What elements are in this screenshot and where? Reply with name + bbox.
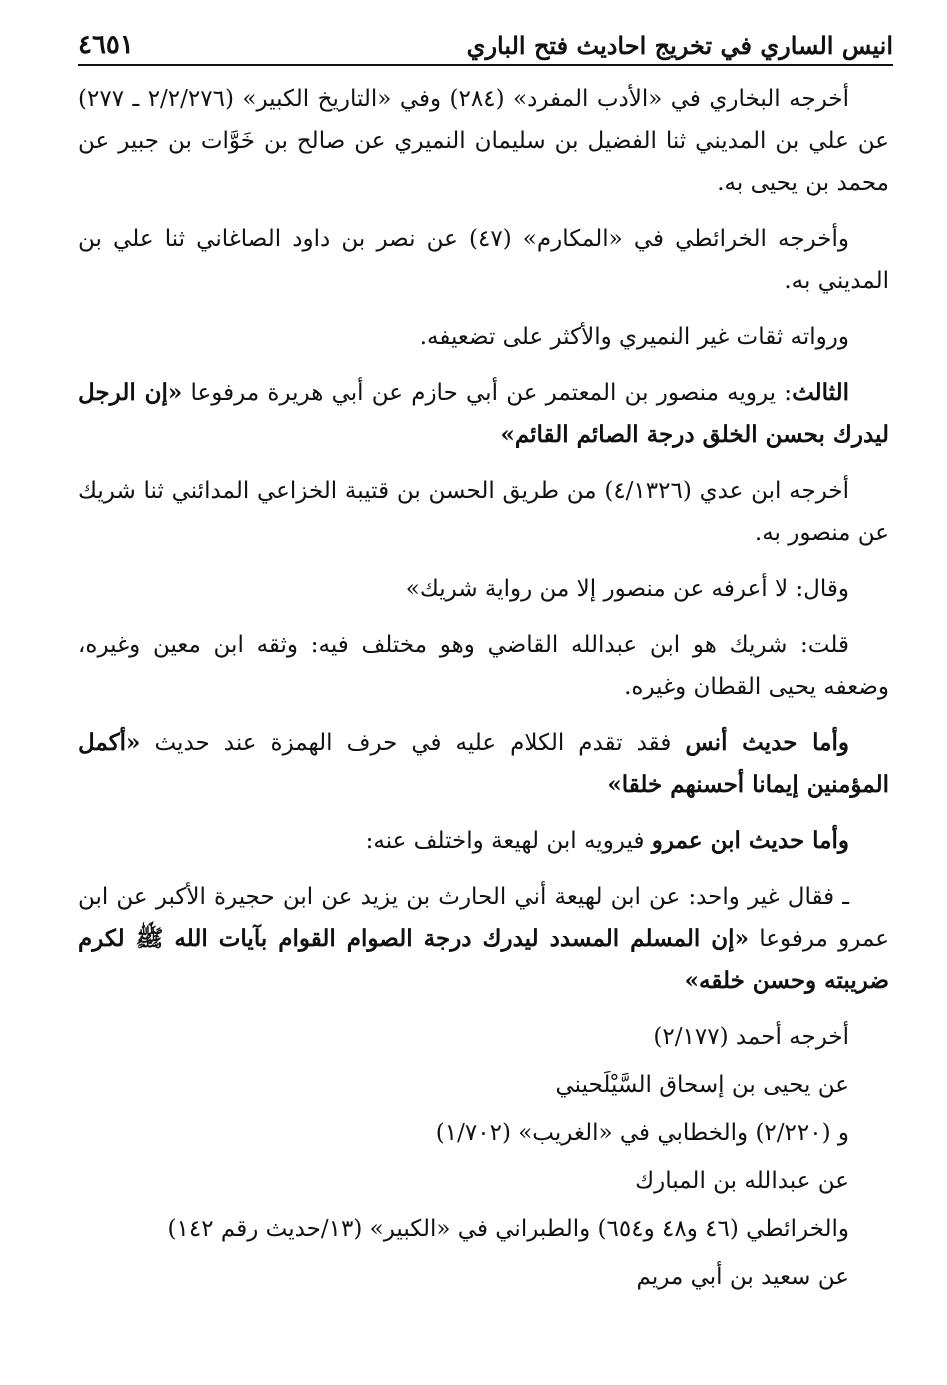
third-text: : يرويه منصور بن المعتمر عن أبي حازم عن أبي هريرة مرفوعا [182, 380, 793, 406]
page-number: ٤٦٥١ [78, 30, 134, 60]
paragraph-ibn-adi: أخرجه ابن عدي (٤/١٣٢٦) من طريق الحسن بن قتيبة الخزاعي المدائني ثنا شريك عن منصور به. [78, 478, 889, 546]
paragraph-anas [78, 722, 889, 806]
paragraph-ibn-lahia [78, 876, 889, 1002]
chain-ibn-mubarak: عن عبدالله بن المبارك [635, 1168, 849, 1194]
anas-heading: وأما حديث أنس [685, 729, 849, 756]
chain-ahmad: أخرجه أحمد (٢/١٧٧) [653, 1024, 849, 1050]
anas-text: فقد تقدم الكلام عليه في حرف الهمزة عند حديث [140, 730, 686, 756]
paragraph-third [78, 372, 889, 456]
chain-khattabi: و (٢/٢٢٠) والخطابي في «الغريب» (١/٧٠٢) [435, 1120, 849, 1146]
chain-yahya: عن يحيى بن إسحاق السَّيْلَحيني [555, 1072, 849, 1098]
paragraph-qala: وقال: لا أعرفه عن منصور إلا من رواية شريك» [405, 576, 849, 602]
paragraph-ibn-amr [78, 820, 889, 862]
ibn-amr-text: فيرويه ابن لهيعة واختلف عنه: [365, 828, 652, 854]
paragraph-narrators: ورواته ثقات غير النميري والأكثر على تضعيفه. [419, 324, 849, 350]
paragraph-bukhari: أخرجه البخاري في «الأدب المفرد» (٢٨٤) وفي «التاريخ الكبير» (٢/٢/٢٧٦ ـ ٢٧٧) عن علي بن المديني ثنا الفضيل بن سليمان النميري عن صالح بن خَوَّات بن جبير عن محمد بن يحيى به. [78, 86, 889, 196]
third-label: الثالث [792, 379, 850, 406]
ibn-lahia-text: ـ فقال غير واحد: عن ابن لهيعة أني الحارث بن يزيد عن ابن حجيرة الأكبر عن ابن عمرو مرفوعا [78, 884, 889, 952]
third-hadith-quote: «إن الرجل ليدرك بحسن الخلق درجة الصائم القائم» [78, 379, 889, 448]
chain-tabarani: والخرائطي (٤٦ و٤٨ و٦٥٤) والطبراني في «الكبير» (١٣/حديث رقم ١٤٢) [167, 1216, 849, 1242]
paragraph-kharaiti: وأخرجه الخرائطي في «المكارم» (٤٧) عن نصر بن داود الصاغاني ثنا علي بن المديني به. [78, 226, 889, 294]
ibn-lahia-hadith-quote: «إن المسلم المسدد ليدرك درجة الصوام القوام بآيات الله ﷺ لكرم ضريبته وحسن خلقه» [78, 925, 889, 994]
ibn-amr-heading: وأما حديث ابن عمرو [651, 827, 849, 854]
page-header [78, 30, 893, 66]
paragraph-qultu: قلت: شريك هو ابن عبدالله القاضي وهو مختلف فيه: وثقه ابن معين وغيره، وضعفه يحيى القطان وغيره. [78, 632, 889, 700]
anas-hadith-quote: «أكمل المؤمنين إيمانا أحسنهم خلقا» [78, 729, 889, 798]
running-title: انيس الساري في تخريج احاديث فتح الباري [466, 31, 893, 60]
chain-said: عن سعيد بن أبي مريم [636, 1264, 849, 1290]
